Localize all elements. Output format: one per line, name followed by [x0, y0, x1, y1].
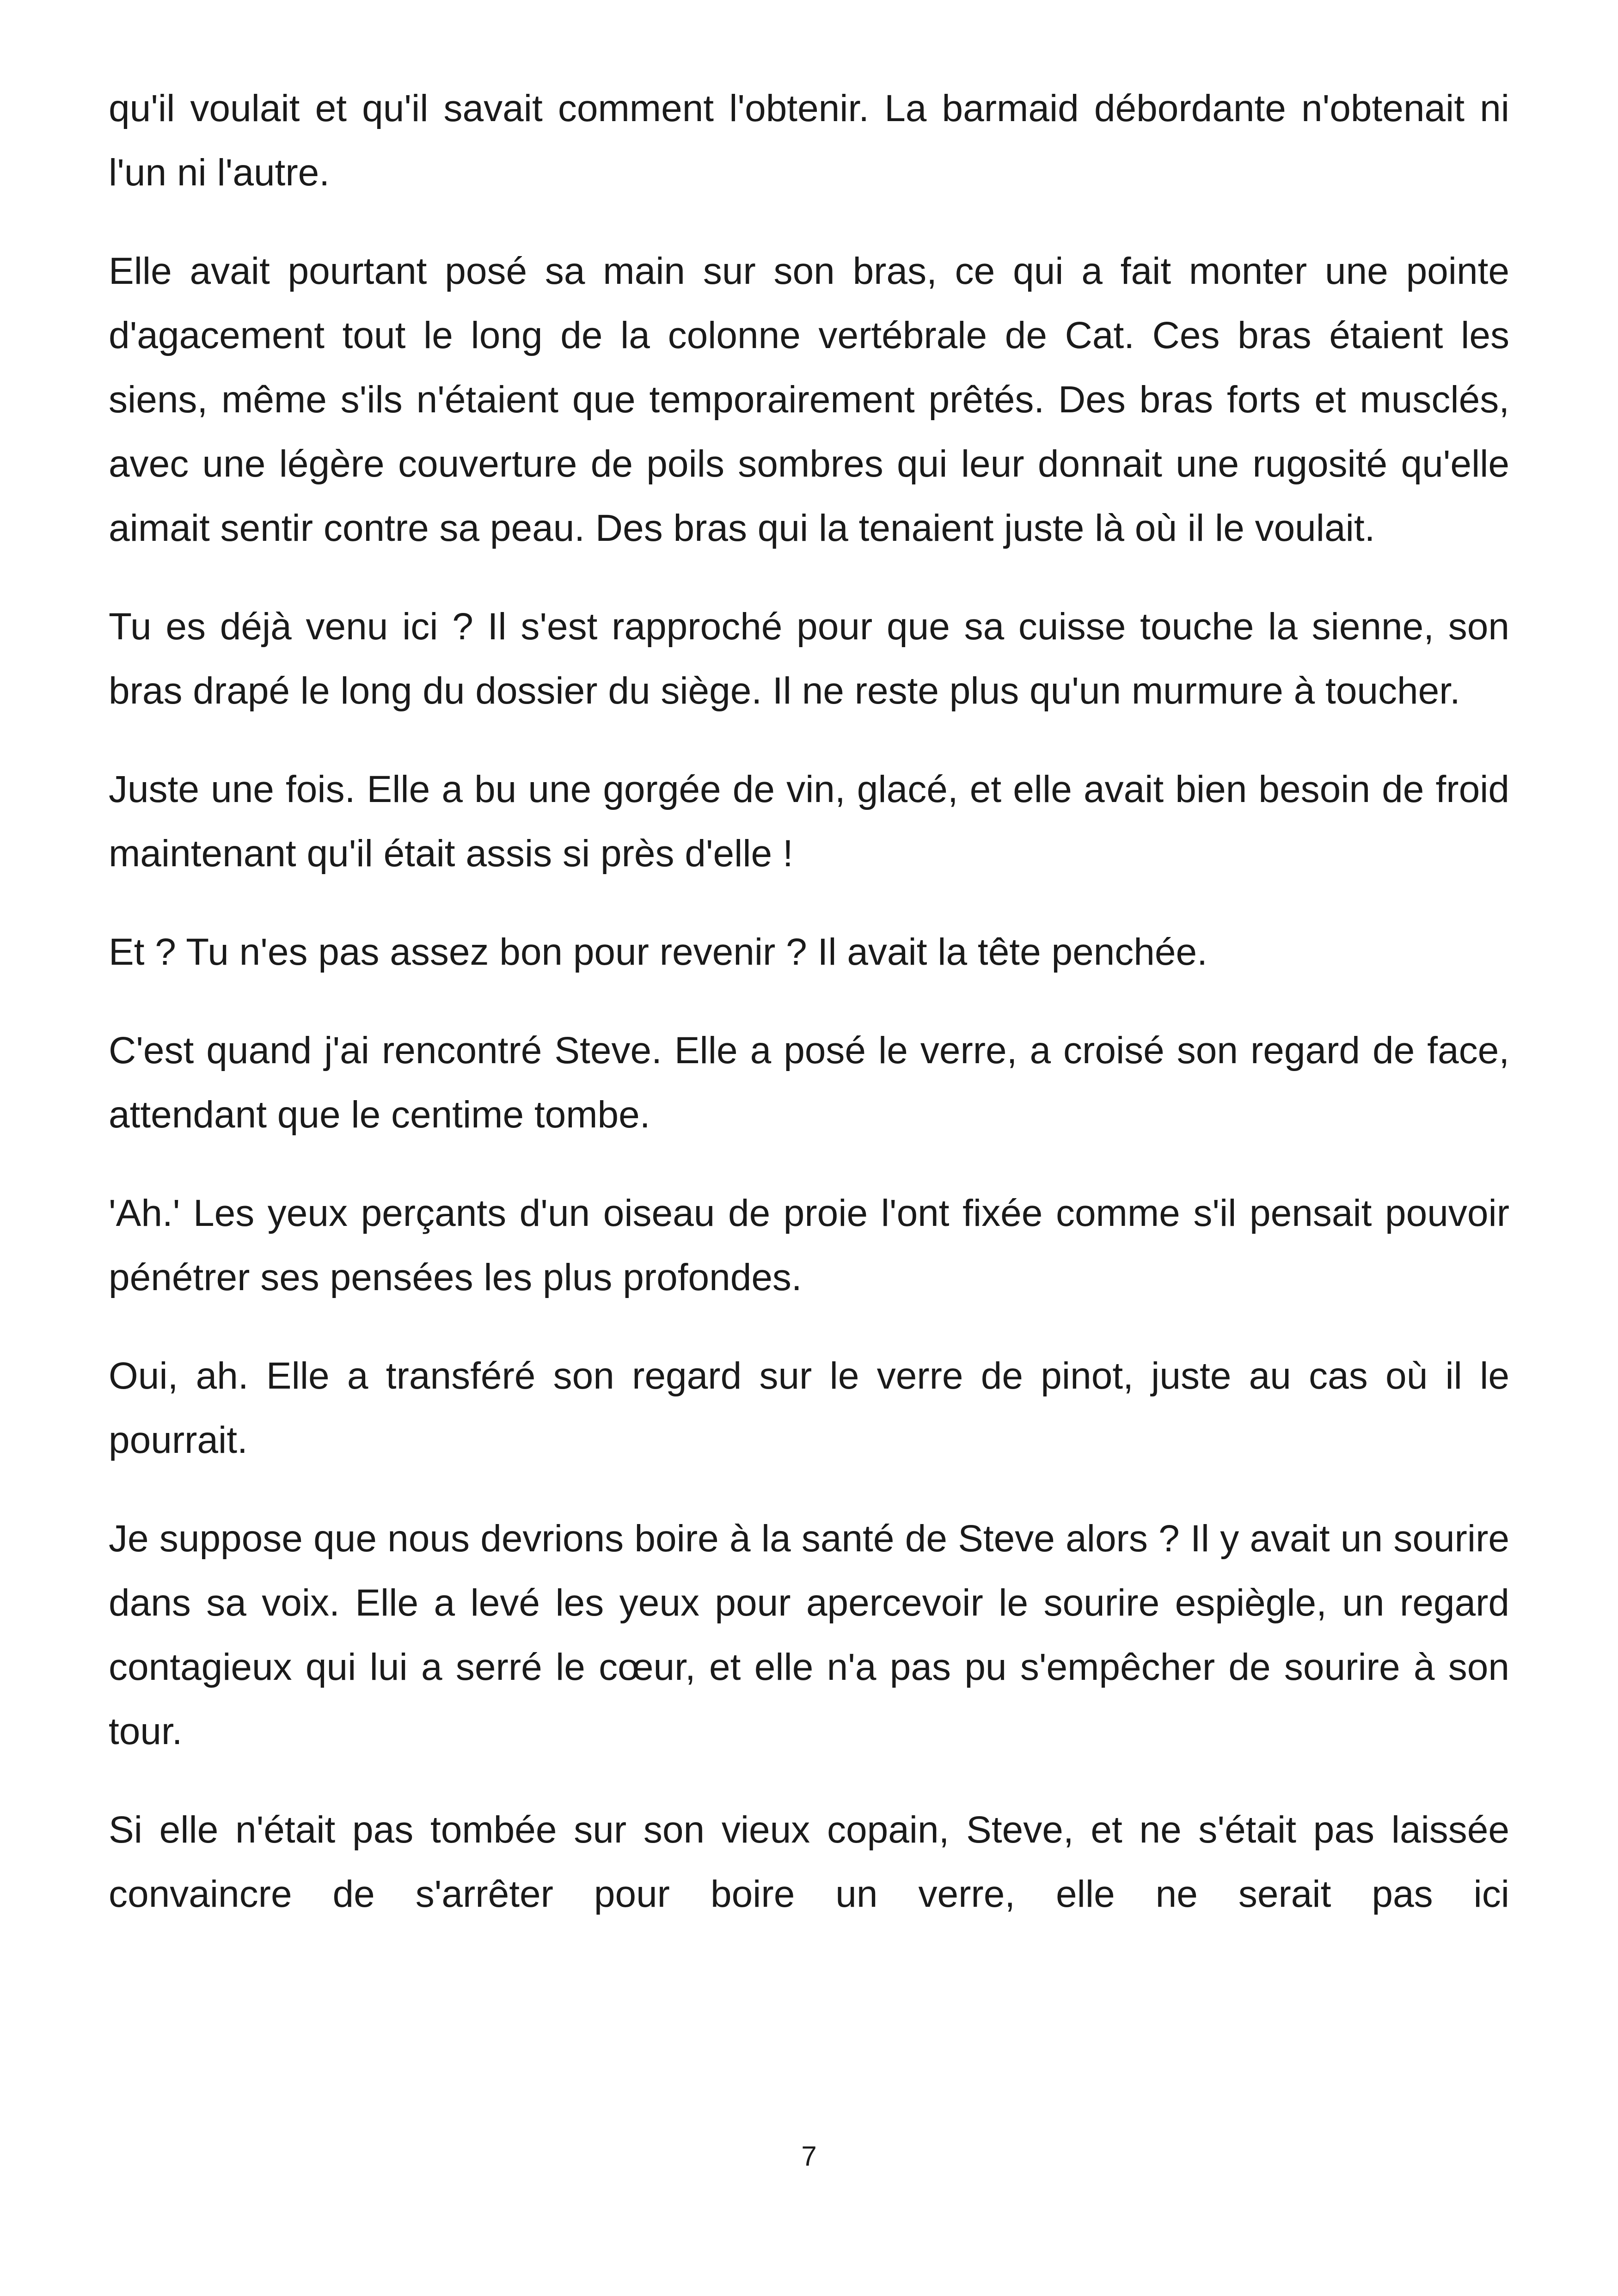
page-number: 7: [801, 2141, 817, 2172]
paragraph: Elle avait pourtant posé sa main sur son bras, ce qui a fait monter une pointe d'agacement tout le long de la colonne vertébrale de Cat. Ces bras étaient les siens, même s'ils n'étaient que temporairement prêtés. Des bras forts et musclés, avec une légère couverture de poils sombres qui leur donnait une rugosité qu'elle aimait sentir contre sa peau. Des bras qui la tenaient juste là où il le voulait.: [109, 250, 1509, 549]
paragraph: 'Ah.' Les yeux perçants d'un oiseau de proie l'ont fixée comme s'il pensait pouvoir pénétrer ses pensées les plus profondes.: [109, 1192, 1509, 1298]
paragraph: Tu es déjà venu ici ? Il s'est rapproché pour que sa cuisse touche la sienne, son bras drapé le long du dossier du siège. Il ne reste plus qu'un murmure à toucher.: [109, 606, 1509, 712]
paragraph: Oui, ah. Elle a transféré son regard sur le verre de pinot, juste au cas où il le pourrait.: [109, 1355, 1509, 1461]
paragraph: Je suppose que nous devrions boire à la santé de Steve alors ? Il y avait un sourire dans sa voix. Elle a levé les yeux pour apercevoir le sourire espiègle, un regard contagieux qui lui a serré le cœur, et elle n'a pas pu s'empêcher de sourire à son tour.: [109, 1518, 1509, 1752]
paragraph: C'est quand j'ai rencontré Steve. Elle a posé le verre, a croisé son regard de face, attendant que le centime tombe.: [109, 1029, 1509, 1136]
paragraph: Si elle n'était pas tombée sur son vieux copain, Steve, et ne s'était pas laissée convaincre de s'arrêter pour boire un verre, elle ne serait pas ici: [109, 1809, 1509, 1915]
paragraph: Et ? Tu n'es pas assez bon pour revenir ? Il avait la tête penchée.: [109, 931, 1207, 973]
paragraph: Juste une fois. Elle a bu une gorgée de vin, glacé, et elle avait bien besoin de froid maintenant qu'il était assis si près d'elle !: [109, 768, 1509, 875]
body-text: [109, 76, 1509, 1960]
paragraph: qu'il voulait et qu'il savait comment l'obtenir. La barmaid débordante n'obtenait ni l'un ni l'autre.: [109, 87, 1509, 194]
